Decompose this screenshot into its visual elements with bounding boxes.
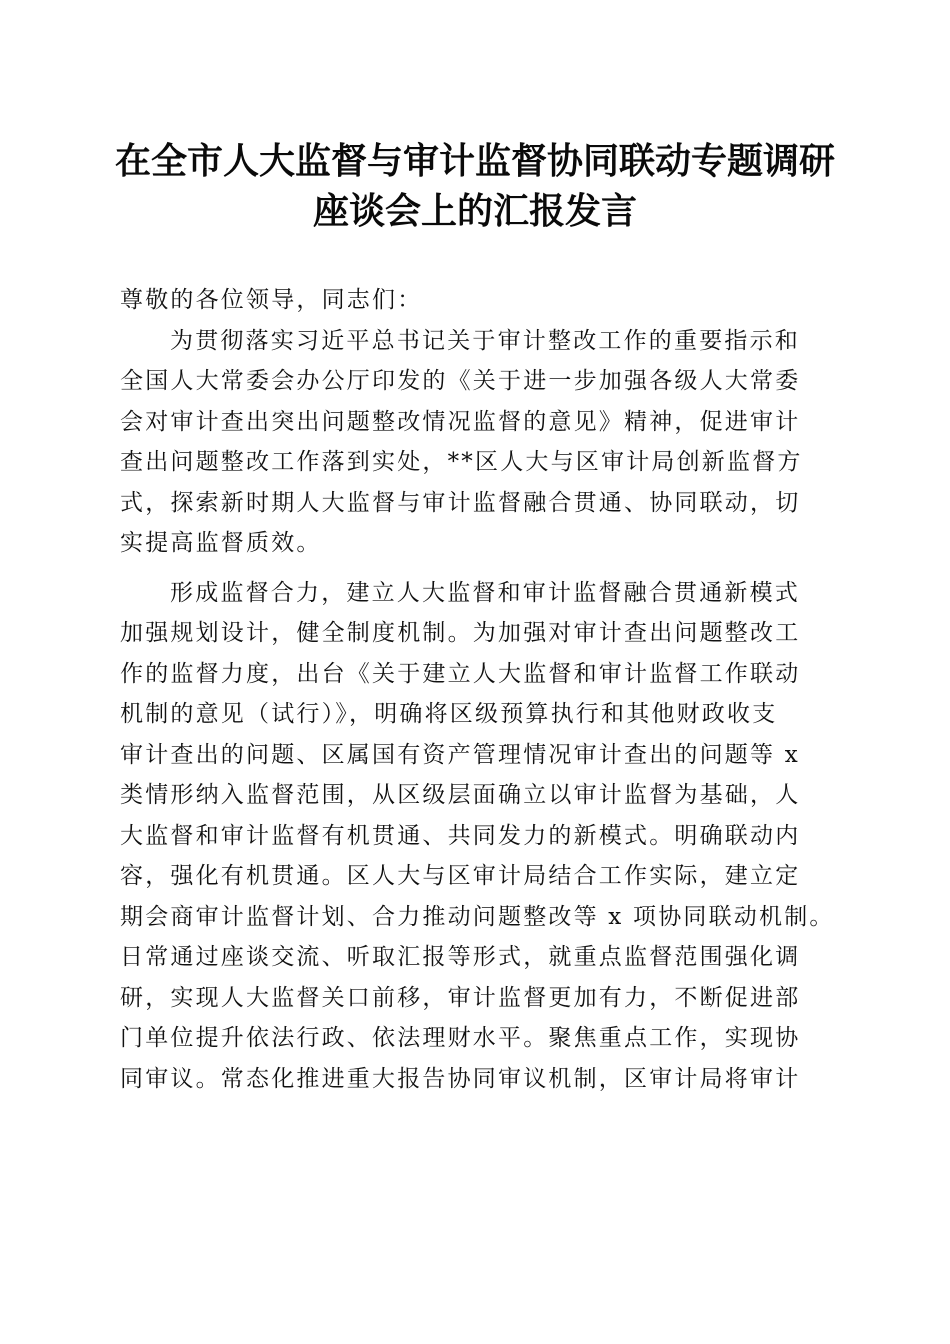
paragraph-line: 研，实现人大监督关口前移，审计监督更加有力，不断促进部 [120, 984, 801, 1011]
paragraph-line: 查出问题整改工作落到实处，**区人大与区审计局创新监督方 [120, 449, 803, 475]
title-line-2: 座谈会上的汇报发言 [312, 190, 637, 232]
paragraph-line: 式，探索新时期人大监督与审计监督融合贯通、协同联动，切 [120, 489, 801, 516]
paragraph-line: 类情形纳入监督范围，从区级层面确立以审计监督为基础，人 [120, 782, 801, 808]
paragraph-line: 期会商审计监督计划、合力推动问题整改等 x 项协同联动机制。 [120, 903, 835, 930]
paragraph-line: 实提高监督质效。 [120, 530, 322, 556]
title-line-1: 在全市人大监督与审计监督协同联动专题调研 [114, 140, 835, 182]
paragraph-line: 审计查出的问题、区属国有资产管理情况审计查出的问题等 x [120, 741, 800, 768]
paragraph-line: 容，强化有机贯通。区人大与区审计局结合工作实际，建立定 [120, 863, 801, 889]
paragraph-line: 加强规划设计，健全制度机制。为加强对审计查出问题整改工 [120, 620, 801, 646]
paragraph-line: 会对审计查出突出问题整改情况监督的意见》精神，促进审计 [120, 408, 801, 435]
paragraph-line: 机制的意见（试行）》，明确将区级预算执行和其他财政收支 [120, 701, 778, 727]
paragraph-line: 门单位提升依法行政、依法理财水平。聚焦重点工作，实现协 [120, 1025, 801, 1051]
document-title [100, 136, 850, 236]
paragraph-line: 日常通过座谈交流、听取汇报等形式，就重点监督范围强化调 [120, 944, 801, 970]
salutation: 尊敬的各位领导，同志们： [120, 287, 423, 313]
paragraph-line: 全国人大常委会办公厅印发的《关于进一步加强各级人大常委 [120, 368, 801, 394]
paragraph-line: 大监督和审计监督有机贯通、共同发力的新模式。明确联动内 [120, 822, 801, 849]
paragraph-line: 作的监督力度，出台《关于建立人大监督和审计监督工作联动 [120, 660, 801, 687]
paragraph-1 [120, 321, 832, 564]
paragraph-line: 为贯彻落实习近平总书记关于审计整改工作的重要指示和 [170, 327, 800, 354]
document-body [120, 280, 835, 1099]
section-heading: 形成监督合力，建立人大监督和审计监督融合贯通新模式 [170, 579, 800, 606]
paragraph-2 [120, 573, 835, 1100]
paragraph-line: 同审议。常态化推进重大报告协同审议机制，区审计局将审计 [120, 1065, 801, 1092]
